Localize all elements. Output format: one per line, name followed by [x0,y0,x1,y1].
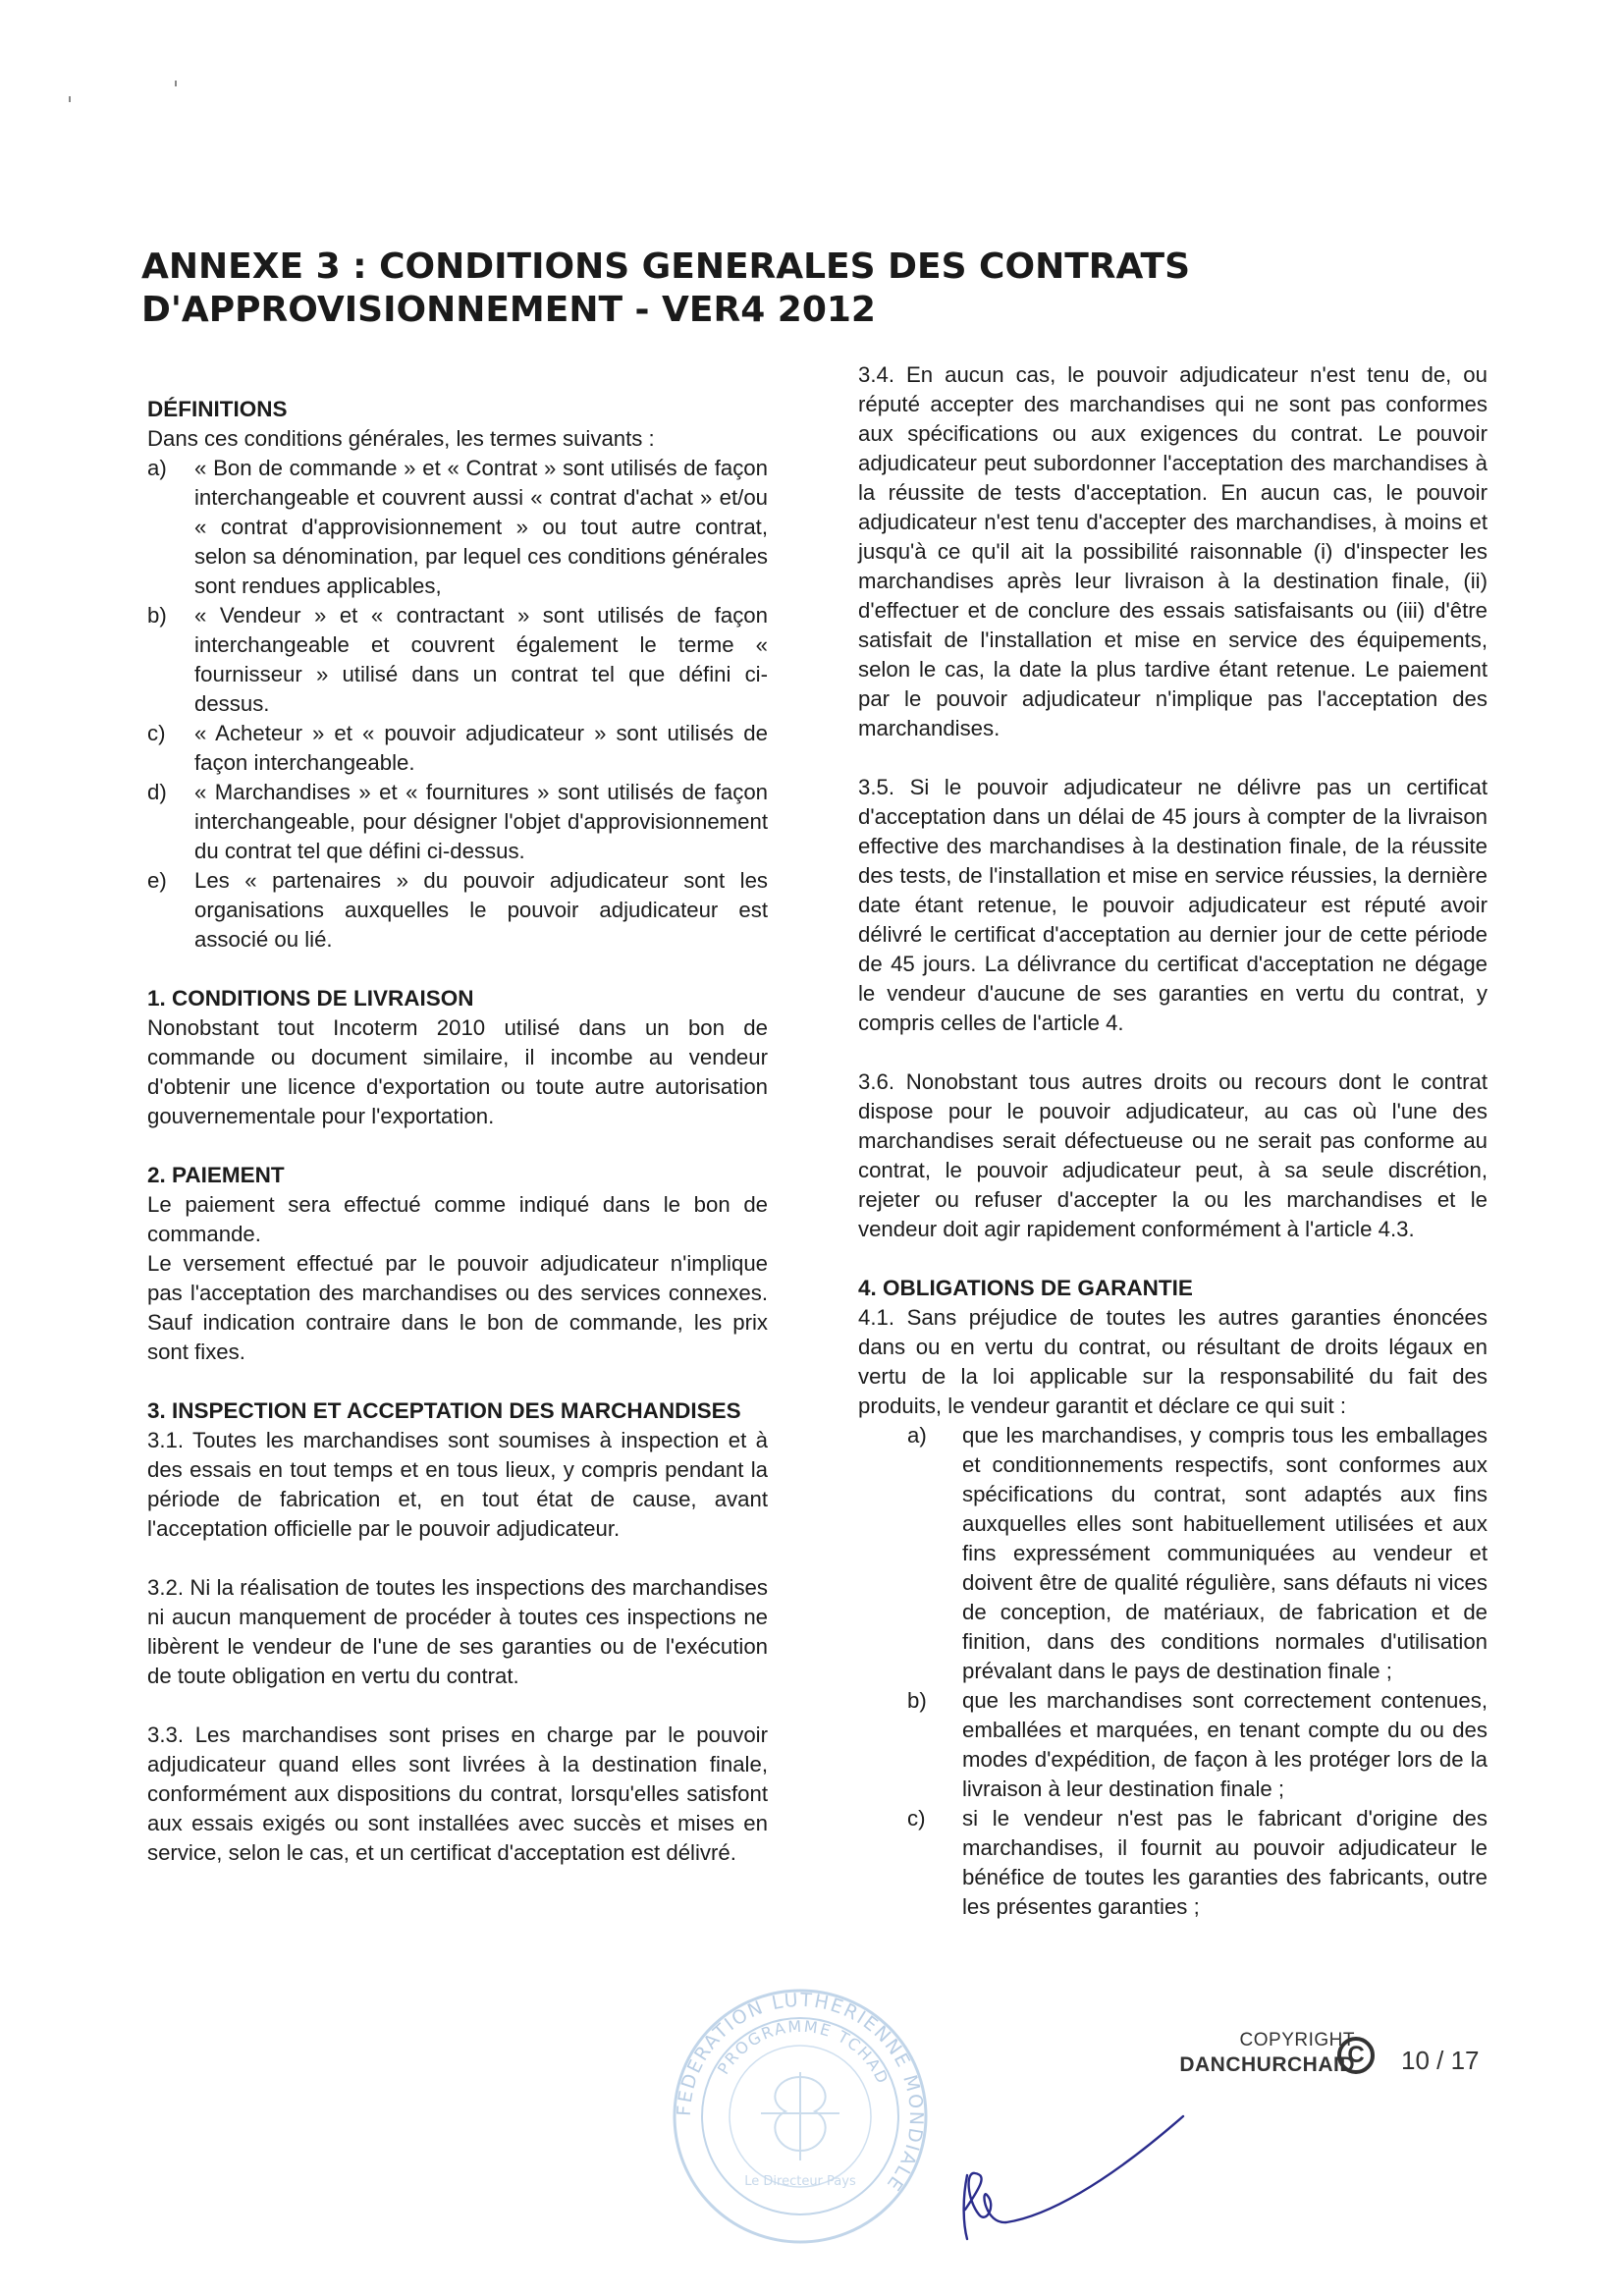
clause-3-1: 3.1. Toutes les marchandises sont soumises à inspection et à des essais en tout temps et en tous lieux, y compris pendant la période de fabrication et, en tout état de cause, avant l'acceptation officielle par le pouvoir adjudicateur. [147,1428,768,1541]
list-marker: a) [147,456,167,480]
section-1-paragraph: Nonobstant tout Incoterm 2010 utilisé dans un bon de commande ou document similaire, il incombe au vendeur d'obtenir une licence d'exportation ou toute autre autorisation gouvernementale pour l'exportation. [147,1015,768,1128]
page-title-line-2: D'APPROVISIONNEMENT - VER4 2012 [141,290,876,330]
section-2-paragraph: Le paiement sera effectué comme indiqué dans le bon de commande. [147,1192,768,1246]
clause-3-5: 3.5. Si le pouvoir adjudicateur ne délivre pas un certificat d'acceptation dans un délai de 45 jours à compter de la livraison effective des marchandises à la destination finale, de la réussite des tests, de l'installation et mise en service réussies, la dernière date étant retenue, le pouvoir adjudicateur est réputé avoir délivré le certificat d'acceptation au dernier jour de cette période de 45 jours. La délivrance du certificat d'acceptation ne dégage le vendeur d'aucune de ses garanties en vertu du contrat, y compris celles de l'article 4. [858,775,1488,1035]
warranty-item [907,1804,1488,1922]
definition-item [147,601,768,719]
handwritten-signature [957,2106,1193,2244]
warranty-item [907,1421,1488,1686]
stamp-inner-text: PROGRAMME TCHAD [713,2016,893,2089]
definition-item [147,778,768,866]
stamp-outer-text: FEDERATION LUTHERIENNE MONDIALE [673,1989,928,2196]
definitions-intro: Dans ces conditions générales, les termes suivants : [147,426,655,451]
definition-text: « Marchandises » et « fournitures » sont utilisés de façon interchangeable, pour désigner l'objet d'approvisionnement du contrat tel que défini ci-dessus. [194,780,768,863]
stamp-center-text: Le Directeur Pays [744,2174,856,2189]
clause-3-2: 3.2. Ni la réalisation de toutes les inspections des marchandises ni aucun manquement de procéder à toutes ces inspections ne libèrent le vendeur de l'une de ses garanties ou de l'exécution de toute obligation en vertu du contrat. [147,1575,768,1688]
list-marker: d) [147,780,167,804]
list-marker: a) [907,1423,927,1448]
definition-text: Les « partenaires » du pouvoir adjudicateur sont les organisations auxquelles le pouvoir adjudicateur est associé ou lié. [194,868,768,952]
left-column [147,395,768,1868]
stamp-emblem-icon [761,2072,839,2160]
scan-speck [69,96,71,102]
clause-3-3: 3.3. Les marchandises sont prises en charge par le pouvoir adjudicateur quand elles sont livrées à la destination finale, conformément aux dispositions du contrat, lorsqu'elles satisfont aux essais exigés ou sont installées avec succès et mises en service, selon le cas, et un certificat d'acceptation est délivré. [147,1722,768,1865]
section-4-heading: 4. OBLIGATIONS DE GARANTIE [858,1276,1193,1300]
warranty-text: que les marchandises sont correctement contenues, emballées et marquées, en tenant compte du ou des modes d'expédition, de façon à les protéger lors de la livraison à leur destination finale ; [962,1688,1488,1801]
list-marker: b) [907,1688,927,1713]
page-title-line-1: ANNEXE 3 : CONDITIONS GENERALES DES CONTRATS [141,246,1191,287]
list-marker: c) [147,721,166,745]
section-1-heading: 1. CONDITIONS DE LIVRAISON [147,986,474,1011]
warranty-text: si le vendeur n'est pas le fabricant d'origine des marchandises, il fournit au pouvoir adjudicateur le bénéfice de toutes les garanties des fabricants, outre les présentes garanties ; [962,1806,1488,1919]
copyright-label: COPYRIGHT [1239,2030,1355,2050]
brand-label: DANCHURCHAID [1179,2053,1355,2076]
definition-text: « Bon de commande » et « Contrat » sont utilisés de façon interchangeable et couvrent aussi « contrat d'achat » et/ou « contrat d'approvisionnement » ou tout autre contrat, selon sa dénomination, par lequel ces conditions générales sont rendues applicables, [194,456,768,598]
clause-4-1: 4.1. Sans préjudice de toutes les autres garanties énoncées dans ou en vertu du contrat, ou résultant de droits légaux en vertu de la loi applicable sur la responsabilité du fait des produits, le vendeur garantit et déclare ce qui suit : [858,1305,1488,1418]
definition-item [147,866,768,955]
definition-item [147,719,768,778]
definition-text: « Acheteur » et « pouvoir adjudicateur » sont utilisés de façon interchangeable. [194,721,768,775]
section-2-paragraph: Le versement effectué par le pouvoir adjudicateur n'implique pas l'acceptation des marchandises ou des services connexes. Sauf indication contraire dans le bon de commande, les prix sont fixes. [147,1251,768,1364]
warranty-item [907,1686,1488,1804]
clause-3-4: 3.4. En aucun cas, le pouvoir adjudicateur n'est tenu de, ou réputé accepter des marchandises qui ne sont pas conformes aux spécifications ou aux exigences du contrat. Le pouvoir adjudicateur peut subordonner l'acceptation des marchandises à la réussite de tests d'acceptation. En aucun cas, le pouvoir adjudicateur n'est tenu d'accepter des marchandises, à moins et jusqu'à ce qu'il ait la possibilité raisonnable (i) d'inspecter les marchandises après leur livraison à la destination finale, (ii) d'effectuer et de conclure des essais satisfaisants ou (iii) d'être satisfait de l'installation et mise en service des équipements, selon le cas, la date la plus tardive étant retenue. Le paiement par le pouvoir adjudicateur n'implique pas l'acceptation des marchandises. [858,362,1488,740]
footer-copyright [1129,2029,1355,2078]
section-2-heading: 2. PAIEMENT [147,1163,285,1187]
right-column [858,360,1488,1922]
list-marker: c) [907,1806,926,1831]
organization-stamp [668,1984,933,2249]
list-marker: b) [147,603,167,628]
scan-speck [175,81,177,86]
page-title [141,246,1221,332]
page-number: 10 / 17 [1401,2046,1480,2075]
warranty-text: que les marchandises, y compris tous les emballages et conditionnements respectifs, sont conformes aux spécifications du contrat, sont adaptés aux fins auxquelles elles sont habituellement utilisées et aux fins expressément communiquées au vendeur et doivent être de qualité régulière, sans défauts ni vices de conception, de matériaux, de fabrication et de finition, dans des conditions normales d'utilisation prévalant dans le pays de destination finale ; [962,1423,1488,1683]
definition-text: « Vendeur » et « contractant » sont utilisés de façon interchangeable et couvrent également le terme « fournisseur » utilisé dans un contrat tel que défini ci-dessus. [194,603,768,716]
definition-item [147,454,768,601]
warranty-list [858,1421,1488,1922]
definitions-heading: DÉFINITIONS [147,397,288,421]
clause-3-6: 3.6. Nonobstant tous autres droits ou recours dont le contrat dispose pour le pouvoir adjudicateur, au cas où l'une des marchandises serait défectueuse ou ne serait pas conforme au contrat, le pouvoir adjudicateur peut, à sa seule discrétion, rejeter ou refuser d'accepter la ou les marchandises et le vendeur doit agir rapidement conformément à l'article 4.3. [858,1069,1488,1241]
copyright-icon: C [1337,2037,1375,2074]
list-marker: e) [147,868,167,893]
section-3-heading: 3. INSPECTION ET ACCEPTATION DES MARCHANDISES [147,1398,741,1423]
